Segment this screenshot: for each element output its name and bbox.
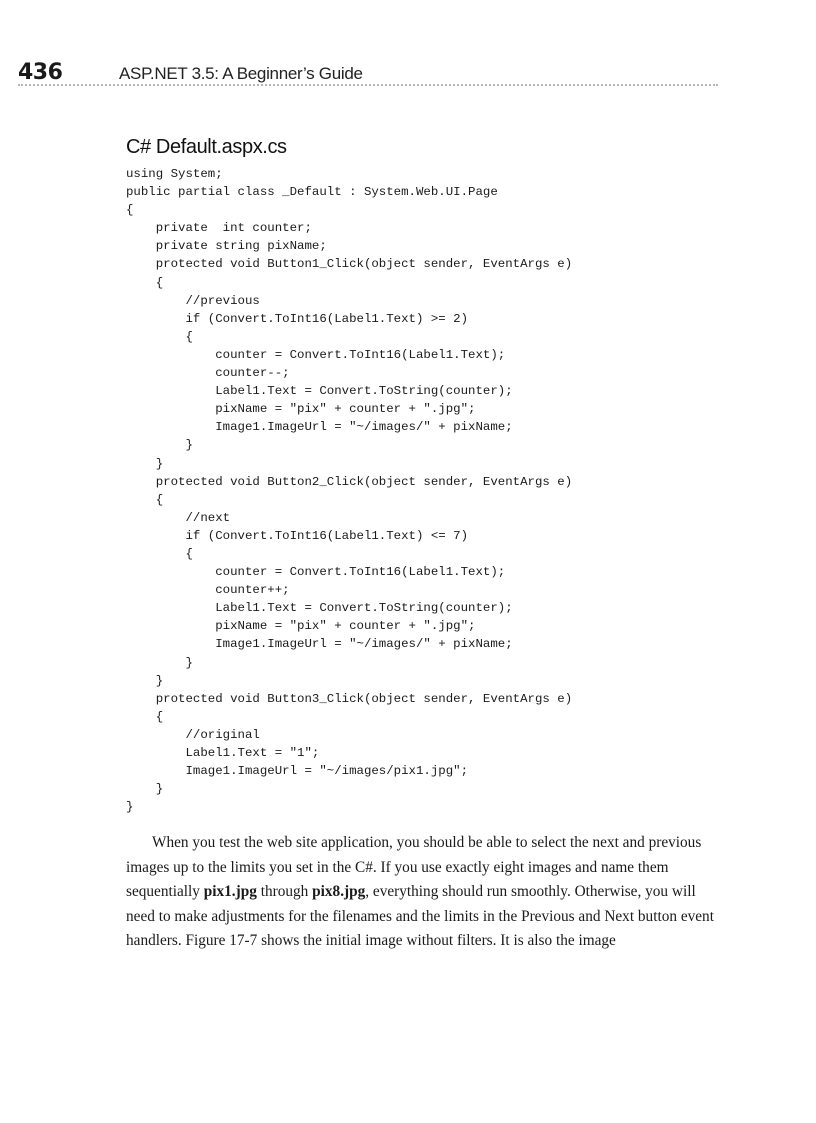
- code-listing: [126, 165, 572, 816]
- code-line: {: [126, 709, 164, 724]
- code-line: protected void Button2_Click(object sender, EventArgs e): [126, 474, 573, 489]
- filename-pix8: pix8.jpg: [312, 883, 366, 900]
- code-line: {: [126, 492, 164, 507]
- header-dotted-rule: [18, 84, 718, 86]
- code-line: counter++;: [126, 583, 290, 598]
- code-line: }: [126, 438, 193, 453]
- paragraph-segment: When you test the web site application, you should be able to select the next and previous images up to the limits you set in the C#. If you use exactly eight images and name them sequentially: [126, 834, 702, 900]
- paragraph-text: [126, 831, 726, 954]
- code-line: counter = Convert.ToInt16(Label1.Text);: [126, 347, 506, 362]
- code-line: {: [126, 546, 193, 561]
- code-line: Image1.ImageUrl = "~/images/pix1.jpg";: [126, 764, 469, 779]
- code-line: if (Convert.ToInt16(Label1.Text) >= 2): [126, 311, 469, 326]
- code-line: }: [126, 456, 164, 471]
- code-line: Label1.Text = Convert.ToString(counter);: [126, 601, 513, 616]
- code-line: protected void Button3_Click(object sender, EventArgs e): [126, 691, 573, 706]
- paragraph-segment: , everything should run smoothly. Otherwise, you will need to make adjustments for the filenames and the limits in the Previous and Next button event handlers. Figure 17-7 shows the initial image without filters. It is also the image: [126, 883, 714, 949]
- code-line: Label1.Text = Convert.ToString(counter);: [126, 384, 513, 399]
- code-line: //previous: [126, 293, 260, 308]
- code-line: private string pixName;: [126, 239, 327, 254]
- filename-pix1: pix1.jpg: [203, 883, 257, 900]
- page-number: 436: [18, 60, 63, 85]
- code-line: //next: [126, 510, 231, 525]
- code-line: {: [126, 275, 164, 290]
- section-heading: C# Default.aspx.cs: [126, 136, 287, 158]
- code-line: protected void Button1_Click(object sender, EventArgs e): [126, 257, 573, 272]
- code-line: counter--;: [126, 366, 290, 381]
- code-line: pixName = "pix" + counter + ".jpg";: [126, 402, 476, 417]
- code-line: private int counter;: [126, 221, 312, 236]
- code-line: }: [126, 673, 164, 688]
- code-line: if (Convert.ToInt16(Label1.Text) <= 7): [126, 528, 469, 543]
- code-line: Image1.ImageUrl = "~/images/" + pixName;: [126, 637, 513, 652]
- code-line: {: [126, 203, 134, 218]
- code-line: using System;: [126, 167, 223, 181]
- code-line: }: [126, 782, 164, 797]
- code-line: pixName = "pix" + counter + ".jpg";: [126, 619, 476, 634]
- code-line: //original: [126, 727, 260, 742]
- code-line: Label1.Text = "1";: [126, 746, 320, 760]
- body-paragraph: [126, 831, 726, 954]
- code-line: public partial class _Default : System.Web.UI.Page: [126, 185, 498, 200]
- code-line: {: [126, 329, 193, 344]
- code-line: }: [126, 800, 134, 815]
- page-header: [18, 58, 718, 90]
- code-line: Image1.ImageUrl = "~/images/" + pixName;: [126, 420, 513, 435]
- paragraph-segment: through: [256, 883, 313, 900]
- code-line: counter = Convert.ToInt16(Label1.Text);: [126, 565, 506, 580]
- book-title: ASP.NET 3.5: A Beginner’s Guide: [119, 64, 363, 83]
- code-line: }: [126, 655, 193, 670]
